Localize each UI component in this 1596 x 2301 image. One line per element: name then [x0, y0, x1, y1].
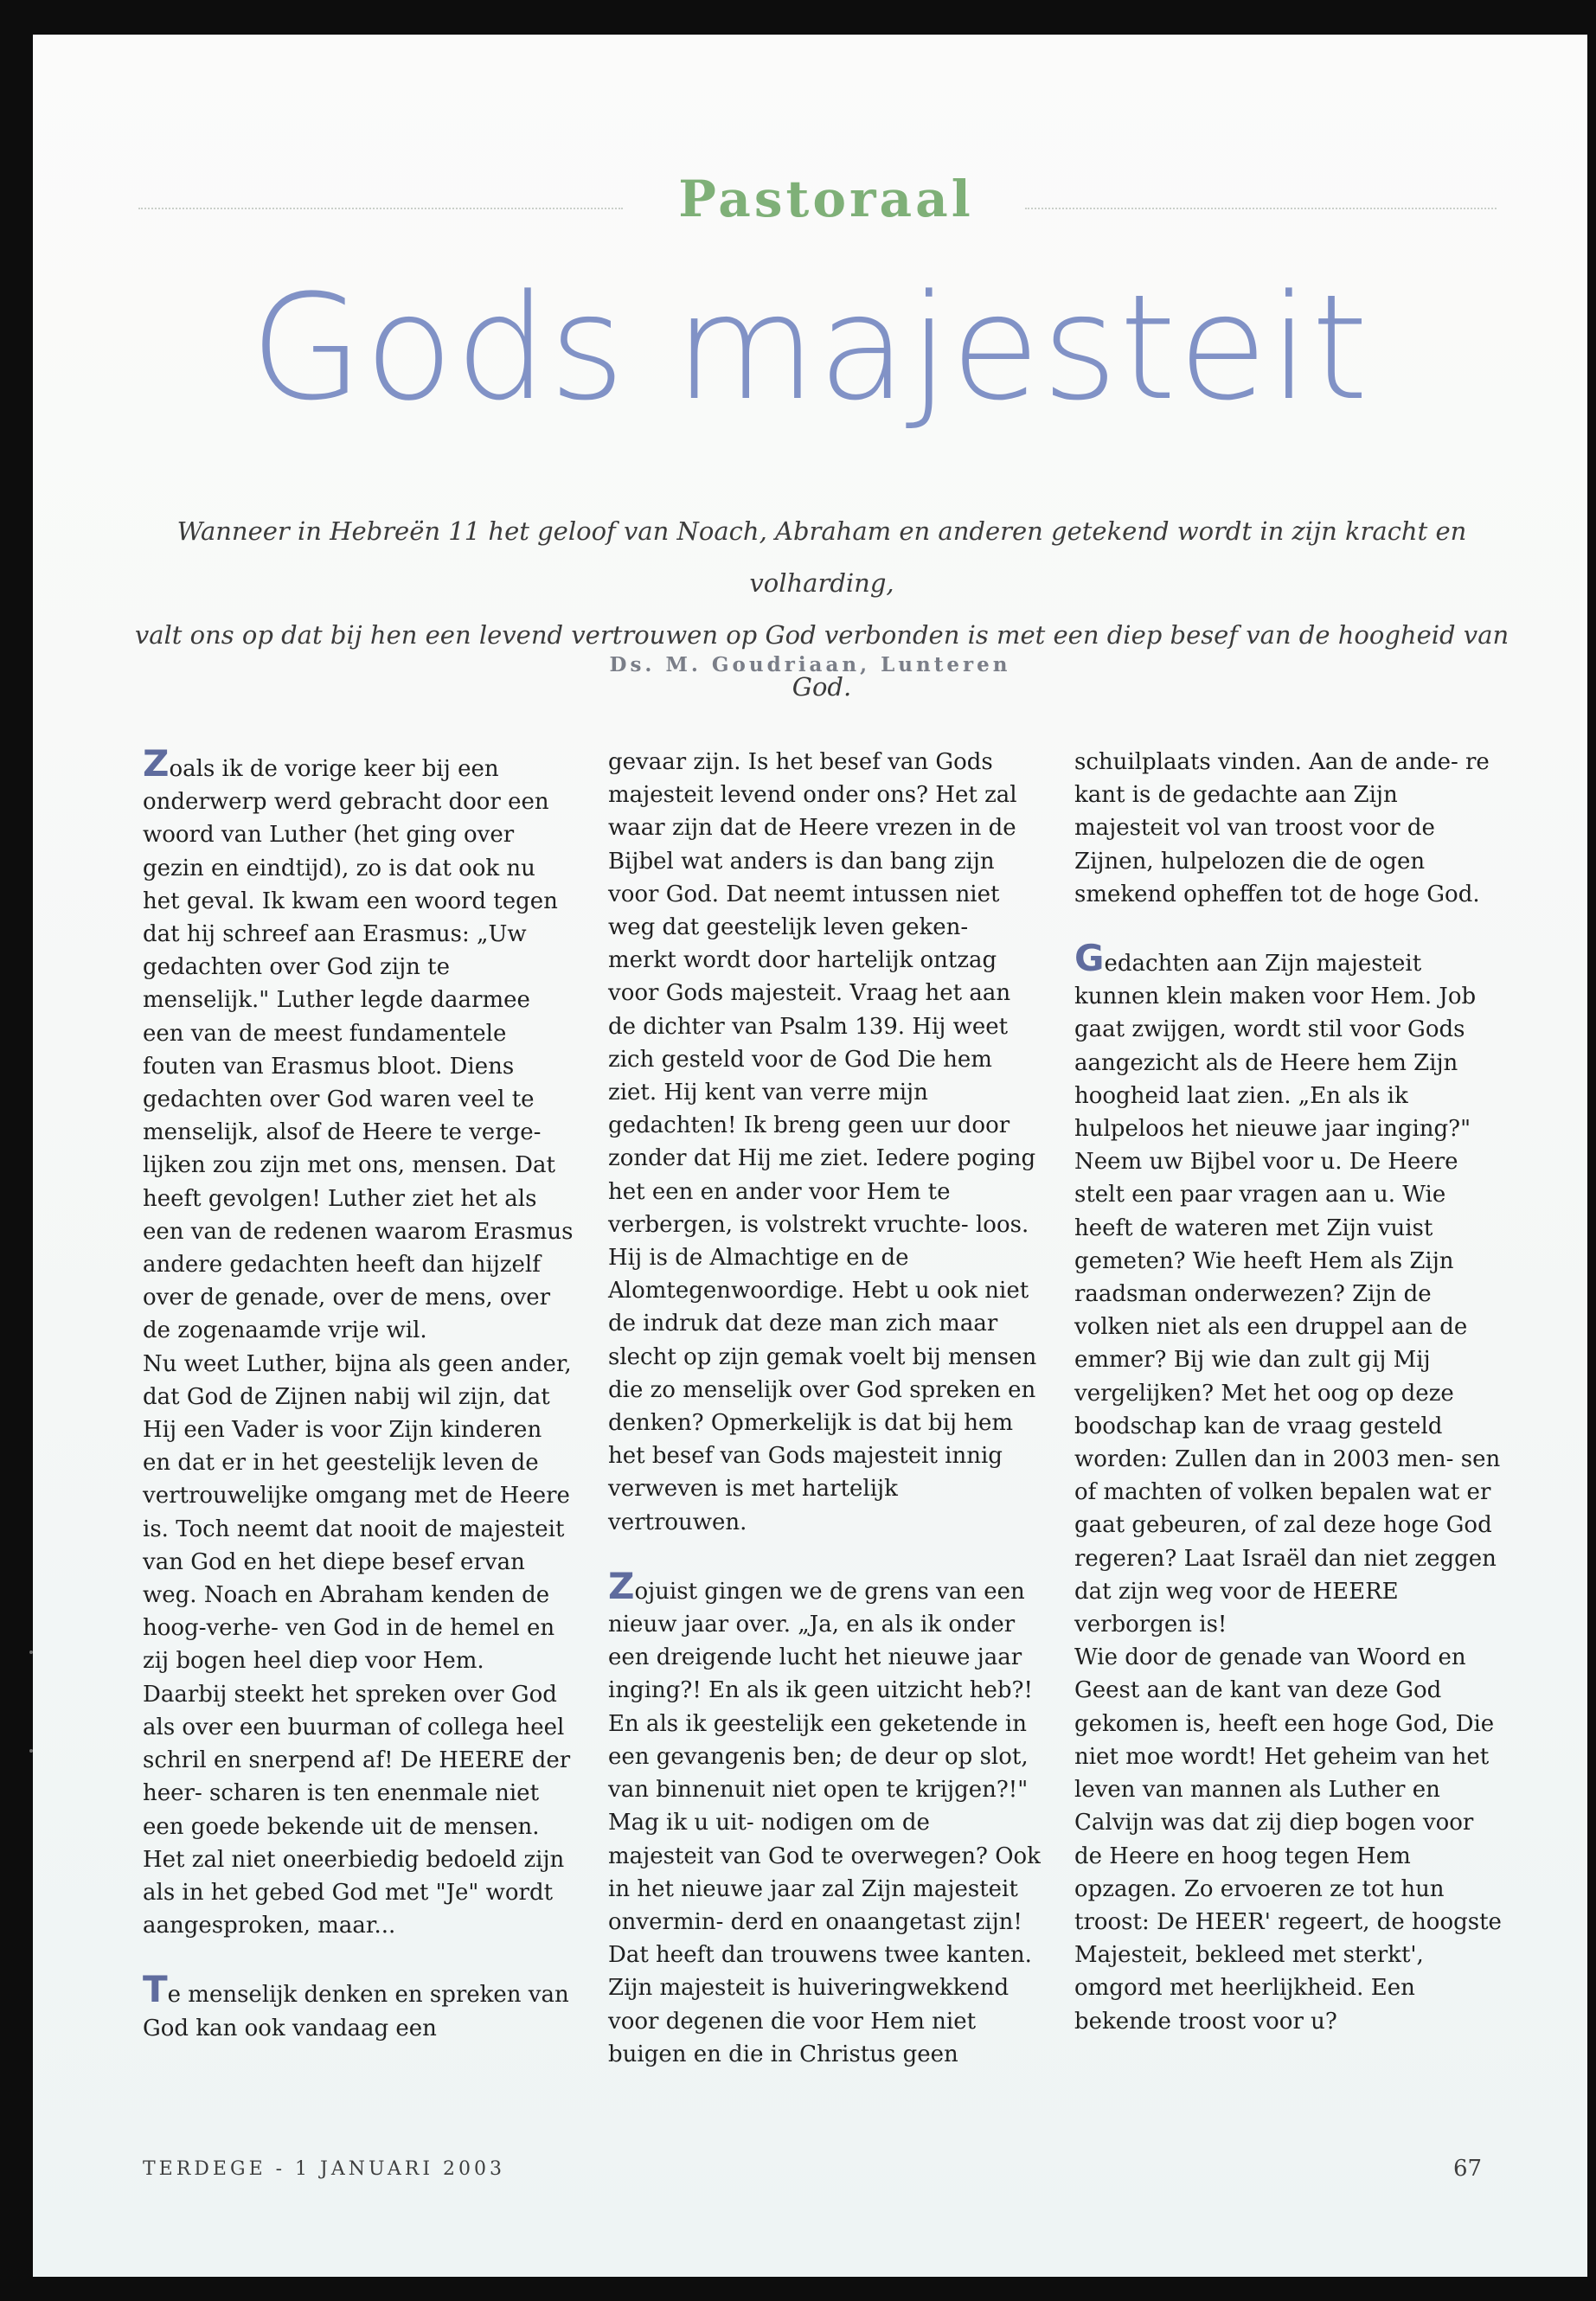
footer-publication: TERDEGE - 1 JANUARI 2003 — [143, 2158, 505, 2180]
paragraph — [143, 1968, 575, 2044]
scan-border-bottom — [0, 2277, 1596, 2301]
scan-mark — [29, 1749, 33, 1753]
scan-border-left — [0, 0, 33, 2301]
paragraph-text: e menselijk denken en spreken van God kan ook vandaag een — [143, 1982, 569, 2041]
scan-mark — [29, 1650, 33, 1654]
paragraph-text: edachten aan Zijn majesteit kunnen klein maken voor Hem. Job gaat zwijgen, wordt stil voor Gods aangezicht als de Heere hem Zijn hoogheid laat zien. „En als ik hulpeloos het nieuwe jaar inging?" Neem uw Bijbel voor u. De Heere stelt een paar vragen aan u. Wie heeft de wateren met Zijn vuist gemeten? Wie heeft Hem als Zijn raadsman onderwezen? Zijn de volken niet als een druppel aan de emmer? Bij wie dan zult gij Mij vergelijken? Met het oog op deze boodschap kan de vraag gesteld worden: Zullen dan in 2003 men- sen of machten of volken bepalen wat er gaat gebeuren, of zal deze hoge God regeren? Laat Israël dan niet zeggen dat zijn weg voor de HEERE verborgen is! — [1074, 951, 1501, 1638]
scan-border-top — [0, 0, 1596, 35]
paragraph: gevaar zijn. Is het besef van Gods majesteit levend onder ons? Het zal waar zijn dat de Heere vrezen in de Bijbel wat anders is dan bang zijn voor God. Dat neemt intussen niet weg dat geestelijk leven geken- merkt wordt door hartelijk ontzag voor Gods majesteit. Vraag het aan de dichter van Psalm 139. Hij weet zich gesteld voor de God Die hem ziet. Hij kent van verre mijn gedachten! Ik breng geen uur door zonder dat Hij me ziet. Iedere poging het een en ander voor Hem te verbergen, is volstrekt vruchte- loos. Hij is de Almachtige en de Alomtegenwoordige. Hebt u ook niet de indruk dat deze man zich maar slecht op zijn gemak voelt bij mensen die zo menselijk over God spreken en denken? Opmerkelijk is dat bij hem het besef van Gods majesteit innig verweven is met hartelijk vertrouwen. — [608, 749, 1037, 1535]
paragraph — [143, 742, 575, 1348]
initial-letter: Z — [608, 1564, 635, 1607]
paragraph: schuilplaats vinden. Aan de ande- re kant is de gedachte aan Zijn majesteit vol van troost voor de Zijnen, hulpelozen die de ogen smekend opheffen tot de hoge God. — [1074, 749, 1490, 907]
paragraph: Nu weet Luther, bijna als geen ander, dat God de Zijnen nabij wil zijn, dat Hij een Vader is voor Zijn kinderen en dat er in het geestelijk leven de vertrouwelijke omgang met de Heere is. Toch neemt dat nooit de majesteit van God en het diepe besef ervan weg. Noach en Abraham kenden de hoog-verhe- ven God in de hemel en zij bogen heel diep voor Hem. Daarbij steekt het spreken over God als over een buurman of collega heel schril en snerpend af! De HEERE der heer- scharen is ten enenmale niet een goede bekende uit de mensen. Het zal niet oneerbiedig bedoeld zijn als in het gebed God met "Je" wordt aangesproken, maar... — [143, 1350, 572, 1939]
lead-line-1: Wanneer in Hebreën 11 het geloof van Noach, Abraham en anderen getekend wordt in zijn kracht en volharding, — [176, 516, 1467, 598]
paragraph — [608, 1564, 1041, 2071]
article-lead — [130, 505, 1514, 713]
article-column-2 — [608, 746, 1041, 2071]
section-header — [138, 170, 1497, 230]
dotted-rule-right — [1025, 208, 1497, 209]
initial-letter: Z — [143, 742, 170, 785]
paragraph: Wie door de genade van Woord en Geest aan de kant van deze God gekomen is, heeft een hoge God, Die niet moe wordt! Het geheim van het leven van mannen als Luther en Calvijn was dat zij diep bogen voor de Heere en hoog tegen Hem opzagen. Zo ervoeren ze tot hun troost: De HEER' regeert, de hoogste Majesteit, bekleed met sterkt', omgord met heerlijkheid. Een bekende troost voor u? — [1074, 1644, 1502, 2035]
article-headline: Gods majesteit — [250, 263, 1370, 433]
paragraph-text: ojuist gingen we de grens van een nieuw jaar over. „Ja, en als ik onder een dreigende lucht het nieuwe jaar inging?! En als ik geen uitzicht heb?! En als ik geestelijk een geketende in een gevangenis ben; de deur op slot, van binnenuit niet open te krijgen?!" Mag ik u uit- nodigen om de majesteit van God te overwegen? Ook in het nieuwe jaar zal Zijn majesteit onvermin- derd en onaangetast zijn! Dat heeft dan trouwens twee kanten. Zijn majesteit is huiveringwekkend voor degenen die voor Hem niet buigen en die in Christus geen — [608, 1578, 1041, 2067]
article-column-3 — [1074, 746, 1507, 2038]
lead-line-2: valt ons op dat bij hen een levend vertrouwen op God verbonden is met een diep besef van de hoogheid van God. — [134, 620, 1509, 702]
initial-letter: T — [143, 1968, 168, 2011]
initial-letter: G — [1074, 937, 1105, 980]
article-column-1 — [143, 742, 575, 2045]
section-label: Pastoraal — [678, 170, 974, 228]
paragraph — [1074, 937, 1507, 1641]
author-byline: Ds. M. Goudriaan, Lunteren — [609, 653, 1011, 676]
scan-border-right — [1587, 0, 1596, 2301]
page-number: 67 — [1453, 2156, 1483, 2182]
paragraph-text: oals ik de vorige keer bij een onderwerp werd gebracht door een woord van Luther (het ging over gezin en eindtijd), zo is dat ook nu het geval. Ik kwam een woord tegen dat hij schreef aan Erasmus: „Uw gedachten over God zijn te menselijk." Luther legde daarmee een van de meest fundamentele fouten van Erasmus bloot. Diens gedachten over God waren veel te menselijk, alsof de Heere te verge- lijken zou zijn met ons, mensen. Dat heeft gevolgen! Luther ziet het als een van de redenen waarom Erasmus andere gedachten heeft dan hijzelf over de genade, over de mens, over de zogenaamde vrije wil. — [143, 756, 574, 1344]
dotted-rule-left — [138, 208, 623, 209]
